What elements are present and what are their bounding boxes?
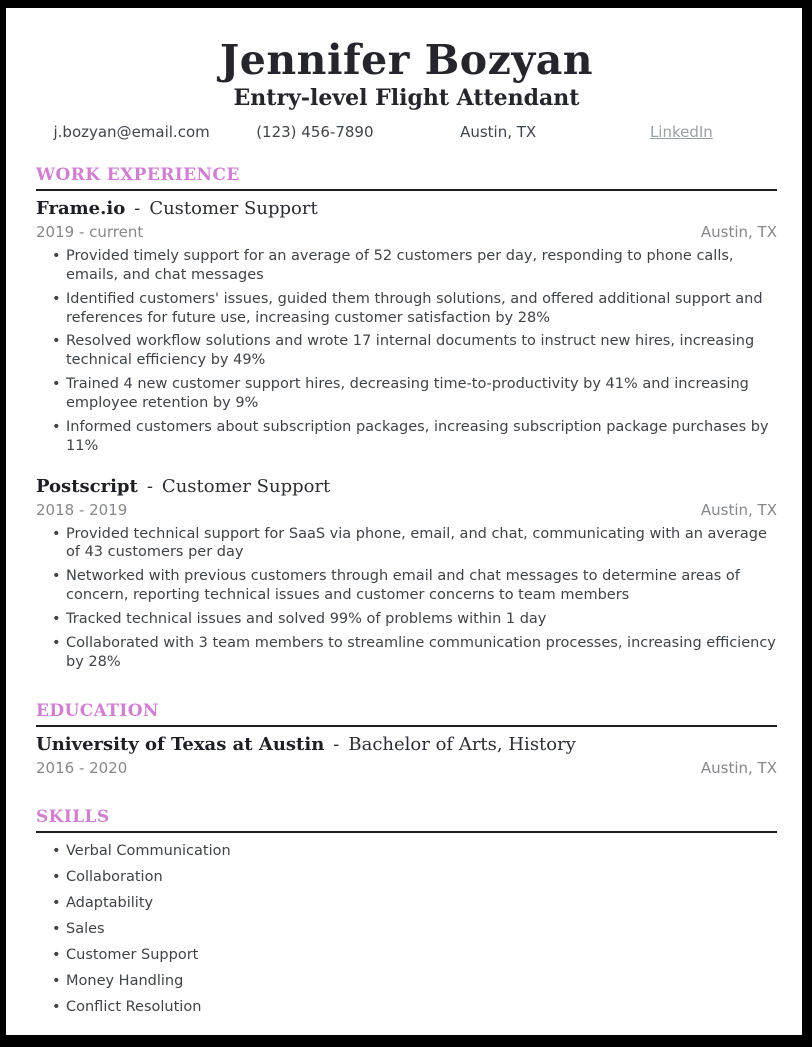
job-bullet: • Tracked technical issues and solved 99% of problems within 1 day bbox=[66, 610, 777, 629]
section-work-experience bbox=[36, 165, 777, 671]
job-role: Customer Support bbox=[161, 475, 331, 497]
person-name: Jennifer Bozyan bbox=[219, 36, 594, 84]
contact-email: j.bozyan@email.com bbox=[53, 123, 210, 142]
section-rule bbox=[36, 831, 777, 833]
job-bullet: • Informed customers about subscription packages, increasing subscription package purchases by 11% bbox=[66, 418, 777, 456]
job-meta-row bbox=[36, 223, 777, 241]
section-rule bbox=[36, 725, 777, 727]
job-bullet: • Networked with previous customers through email and chat messages to determine areas of concern, reporting technical issues and customer concerns to team members bbox=[66, 567, 777, 605]
job-dates: 2018 - 2019 bbox=[36, 500, 128, 519]
job-bullet-list bbox=[36, 525, 777, 672]
job-meta-row bbox=[36, 501, 777, 519]
skill-item: • Conflict Resolution bbox=[66, 998, 777, 1017]
section-rule bbox=[36, 189, 777, 191]
job-bullet: • Collaborated with 3 team members to streamline communication processes, increasing efficiency by 28% bbox=[66, 634, 777, 672]
job-bullet: • Provided technical support for SaaS via phone, email, and chat, communicating with an average of 43 customers per day bbox=[66, 525, 777, 563]
title-separator: - bbox=[146, 475, 153, 497]
school-name: University of Texas at Austin bbox=[36, 734, 325, 756]
job-title-row bbox=[36, 198, 777, 219]
skill-item: • Collaboration bbox=[66, 868, 777, 887]
job-bullet-list bbox=[36, 247, 777, 455]
linkedin-link[interactable]: LinkedIn bbox=[649, 123, 713, 142]
skill-item: • Sales bbox=[66, 920, 777, 939]
skills-list bbox=[36, 842, 777, 1016]
title-separator: - bbox=[134, 198, 141, 220]
resume-header bbox=[36, 38, 777, 141]
contact-row bbox=[40, 123, 773, 141]
contact-location: Austin, TX bbox=[460, 123, 537, 142]
resume-content bbox=[6, 8, 802, 1016]
work-experience-heading: WORK EXPERIENCE bbox=[36, 165, 240, 186]
job-bullet: • Resolved workflow solutions and wrote 17 internal documents to instruct new hires, increasing technical efficiency by 49% bbox=[66, 332, 777, 370]
contact-phone: (123) 456-7890 bbox=[256, 123, 374, 142]
job-title-row bbox=[36, 476, 777, 497]
degree-name: Bachelor of Arts, bbox=[348, 734, 503, 756]
title-separator: - bbox=[333, 734, 340, 756]
section-education bbox=[36, 701, 777, 777]
education-location: Austin, TX bbox=[700, 759, 777, 778]
degree-field: History bbox=[508, 734, 576, 756]
skill-item: • Customer Support bbox=[66, 946, 777, 965]
education-entry bbox=[36, 734, 777, 777]
job-bullet: • Provided timely support for an average of 52 customers per day, responding to phone calls, emails, and chat messages bbox=[66, 247, 777, 285]
company-name: Postscript bbox=[36, 475, 138, 497]
job-location: Austin, TX bbox=[700, 223, 777, 242]
job-bullet: • Trained 4 new customer support hires, decreasing time-to-productivity by 41% and increasing employee retention by 9% bbox=[66, 375, 777, 413]
education-title-row bbox=[36, 734, 777, 755]
job-bullet: • Identified customers' issues, guided them through solutions, and offered additional support and references for future use, increasing customer satisfaction by 28% bbox=[66, 290, 777, 328]
job-entry-postscript bbox=[36, 476, 777, 672]
skill-item: • Adaptability bbox=[66, 894, 777, 913]
section-skills bbox=[36, 807, 777, 1016]
education-heading: EDUCATION bbox=[36, 701, 159, 722]
person-job-title: Entry-level Flight Attendant bbox=[233, 85, 580, 112]
skill-item: • Verbal Communication bbox=[66, 842, 777, 861]
job-dates: 2019 - current bbox=[36, 223, 144, 242]
skills-heading: SKILLS bbox=[36, 807, 110, 828]
job-entry-frameio bbox=[36, 198, 777, 455]
education-meta-row bbox=[36, 759, 777, 777]
job-location: Austin, TX bbox=[700, 500, 777, 519]
job-role: Customer Support bbox=[149, 198, 318, 220]
skill-item: • Money Handling bbox=[66, 972, 777, 991]
education-dates: 2016 - 2020 bbox=[36, 759, 128, 778]
company-name: Frame.io bbox=[36, 198, 126, 220]
